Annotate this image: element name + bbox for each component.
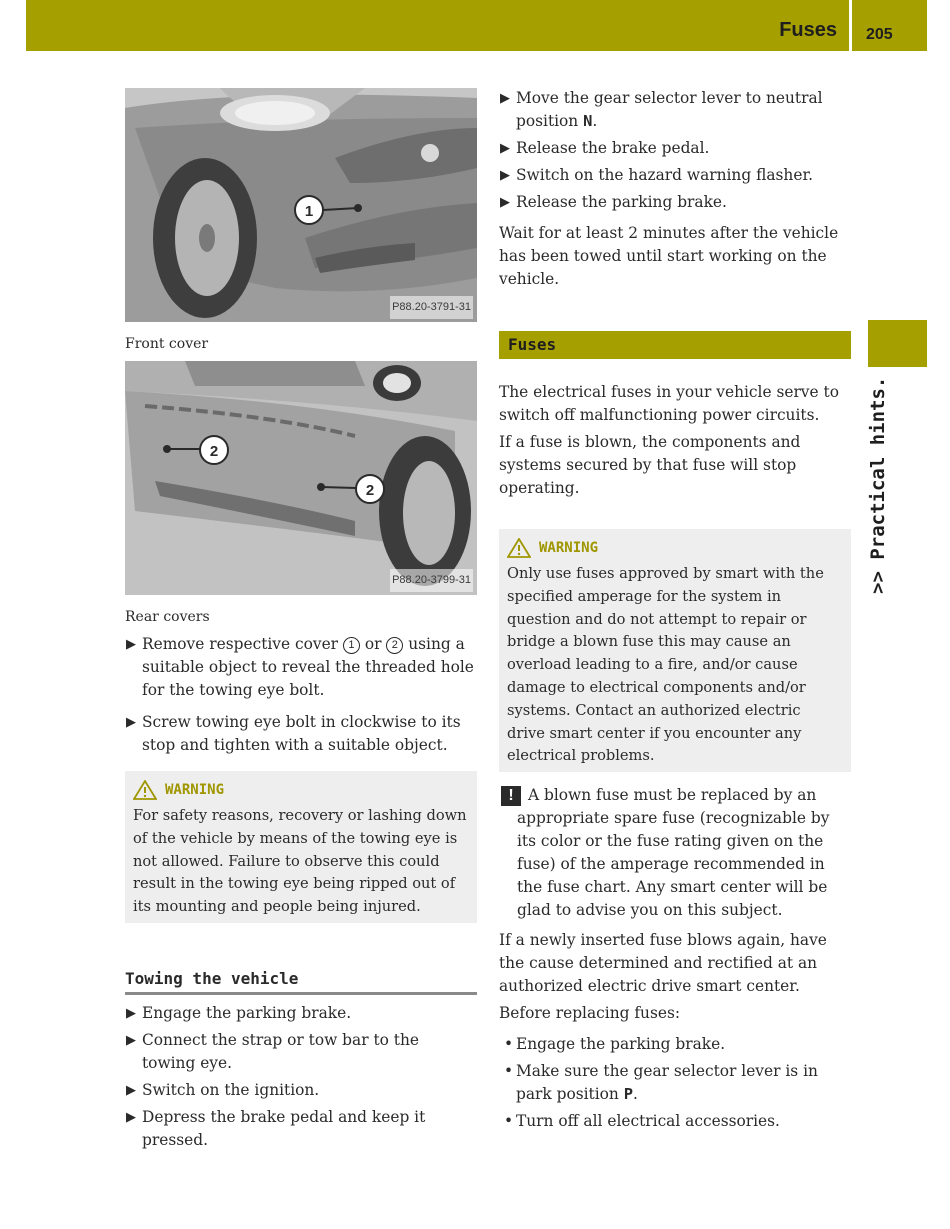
figure-caption: Front cover <box>125 336 209 352</box>
arrow-bullet-icon: ▶ <box>126 1110 136 1125</box>
warning-box <box>499 529 851 772</box>
note-box <box>499 784 851 922</box>
list-item: ▶ Engage the parking brake. <box>125 1002 477 1025</box>
bullet-dot-icon: • <box>504 1062 514 1080</box>
front-cover-figure <box>125 88 477 322</box>
warning-box <box>125 771 477 923</box>
warning-triangle-icon <box>507 538 531 558</box>
paragraph: Before replacing fuses: <box>499 1004 681 1022</box>
cover-removal-steps <box>125 633 477 757</box>
towing-steps-continued <box>499 87 851 291</box>
page-section-title: Fuses <box>779 19 837 41</box>
list-item: • Make sure the gear selector lever is in park position P. <box>504 1062 818 1103</box>
list-item: ▶ Move the gear selector lever to neutral position N. <box>500 89 823 130</box>
list-item: • Engage the parking brake. <box>499 1033 851 1056</box>
callout-1-label: 1 <box>304 203 314 220</box>
arrow-bullet-icon: ▶ <box>500 141 510 156</box>
chapter-tab-label: >> Practical hints. <box>867 376 889 594</box>
arrow-bullet-icon: ▶ <box>126 1083 136 1098</box>
callout-2-ref: 2 <box>386 637 403 654</box>
section-heading-bar: Fuses <box>499 331 851 359</box>
warning-label: WARNING <box>539 539 599 556</box>
paragraph: The electrical fuses in your vehicle serve to switch off malfunctioning power circuits. <box>499 383 839 424</box>
bullet-dot-icon: • <box>504 1112 514 1130</box>
rear-covers-figure <box>125 361 477 595</box>
figure-caption: Rear covers <box>125 609 210 625</box>
arrow-bullet-icon: ▶ <box>500 168 510 183</box>
warning-label: WARNING <box>165 781 225 798</box>
figure-code: P88.20-3791-31 <box>390 296 473 319</box>
list-item: ▶ Remove respective cover 1 or 2 using a suitable object to reveal the threaded hole for the towing eye bolt. <box>126 635 474 699</box>
list-item: ▶ Connect the strap or tow bar to the towing eye. <box>126 1031 419 1072</box>
page-number: 205 <box>866 26 893 43</box>
towing-steps <box>125 1002 477 1152</box>
fuses-replacement-info <box>499 929 851 1133</box>
chapter-tab <box>868 320 927 367</box>
bullet-dot-icon: • <box>504 1035 514 1053</box>
exclamation-icon: ! <box>501 786 521 806</box>
arrow-bullet-icon: ▶ <box>126 1006 136 1021</box>
list-item: ▶ Screw towing eye bolt in clockwise to its stop and tighten with a suitable object. <box>126 713 461 754</box>
arrow-bullet-icon: ▶ <box>126 637 136 652</box>
warning-text: Only use fuses approved by smart with the specified amperage for the system in question and do not attempt to repair or bridge a blown fuse this may cause an overload leading to a fire, and/or cause damage to electrical components and/or systems. Contact an authorized electric drive smart center if you encounter any electrical problems. <box>507 565 824 765</box>
warning-triangle-icon <box>133 780 157 800</box>
paragraph: If a fuse is blown, the components and systems secured by that fuse will stop operating. <box>499 433 801 497</box>
list-item: ▶ Switch on the hazard warning flasher. <box>499 164 851 187</box>
warning-header <box>133 775 469 805</box>
warning-header <box>507 533 843 563</box>
wait-paragraph: Wait for at least 2 minutes after the vehicle has been towed until start working on the vehicle. <box>499 224 839 288</box>
list-item: • Turn off all electrical accessories. <box>499 1110 851 1133</box>
callout-1-ref: 1 <box>343 637 360 654</box>
arrow-bullet-icon: ▶ <box>500 91 510 106</box>
arrow-bullet-icon: ▶ <box>126 715 136 730</box>
list-item: ▶ Switch on the ignition. <box>125 1079 477 1102</box>
list-item: ▶ Release the parking brake. <box>499 191 851 214</box>
header-divider <box>849 0 852 51</box>
fuses-intro <box>499 381 851 500</box>
rear-car-illustration <box>125 361 477 595</box>
warning-text: For safety reasons, recovery or lashing down of the vehicle by means of the towing eye is not allowed. Failure to observe this could result in the towing eye being ripped out of its mounting and people being injured. <box>133 807 467 916</box>
callout-2a-label: 2 <box>209 443 219 460</box>
callout-2b-label: 2 <box>365 482 375 499</box>
section-heading: Towing the vehicle <box>125 967 477 995</box>
paragraph: If a newly inserted fuse blows again, have the cause determined and rectified at an authorized electric drive smart center. <box>499 931 827 995</box>
front-car-illustration <box>125 88 477 322</box>
list-item: ▶ Depress the brake pedal and keep it pressed. <box>126 1108 426 1149</box>
arrow-bullet-icon: ▶ <box>126 1033 136 1048</box>
list-item: ▶ Release the brake pedal. <box>499 137 851 160</box>
arrow-bullet-icon: ▶ <box>500 195 510 210</box>
note-text: A blown fuse must be replaced by an appropriate spare fuse (recognizable by its color or the fuse rating given on the fuse) of the amperage recommended in the fuse chart. Any smart center will be glad to advise you on this subject. <box>517 786 830 919</box>
figure-code: P88.20-3799-31 <box>390 569 473 592</box>
